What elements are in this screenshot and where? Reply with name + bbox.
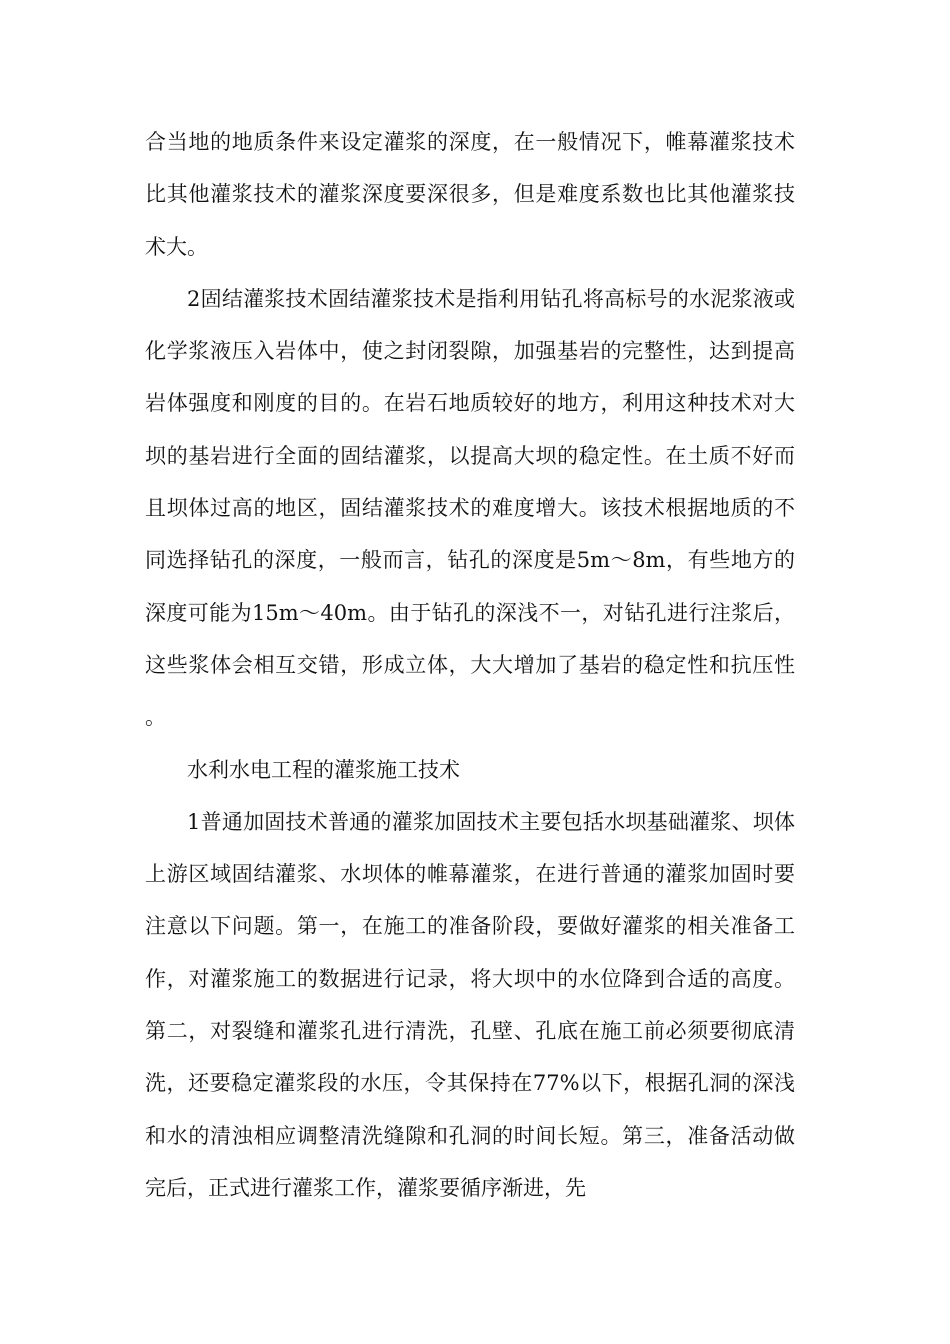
document-body — [145, 116, 795, 1214]
paragraph-4: 1普通加固技术普通的灌浆加固技术主要包括水坝基础灌浆、坝体上游区域固结灌浆、水坝体的帷幕灌浆，在进行普通的灌浆加固时要注意以下问题。第一，在施工的准备阶段，要做好灌浆的相关准备工作，对灌浆施工的数据进行记录，将大坝中的水位降到合适的高度。第二，对裂缝和灌浆孔进行清洗，孔壁、孔底在施工前必须要彻底清洗，还要稳定灌浆段的水压，令其保持在77%以下，根据孔洞的深浅和水的清浊相应调整清洗缝隙和孔洞的时间长短。第三，准备活动做完后，正式进行灌浆工作，灌浆要循序渐进，先 — [145, 809, 795, 1200]
section-heading: 水利水电工程的灌浆施工技术 — [187, 757, 460, 782]
paragraph-2: 2固结灌浆技术固结灌浆技术是指利用钻孔将高标号的水泥浆液或化学浆液压入岩体中，使之封闭裂隙，加强基岩的完整性，达到提高岩体强度和刚度的目的。在岩石地质较好的地方，利用这种技术对大坝的基岩进行全面的固结灌浆，以提高大坝的稳定性。在土质不好而且坝体过高的地区，固结灌浆技术的难度增大。该技术根据地质的不同选择钻孔的深度，一般而言，钻孔的深度是5m～8m，有些地方的深度可能为15m～40m。由于钻孔的深浅不一，对钻孔进行注浆后，这些浆体会相互交错，形成立体，大大增加了基岩的稳定性和抗压性。 — [145, 286, 795, 730]
paragraph-1: 合当地的地质条件来设定灌浆的深度，在一般情况下，帷幕灌浆技术比其他灌浆技术的灌浆深度要深很多，但是难度系数也比其他灌浆技术大。 — [145, 130, 795, 259]
